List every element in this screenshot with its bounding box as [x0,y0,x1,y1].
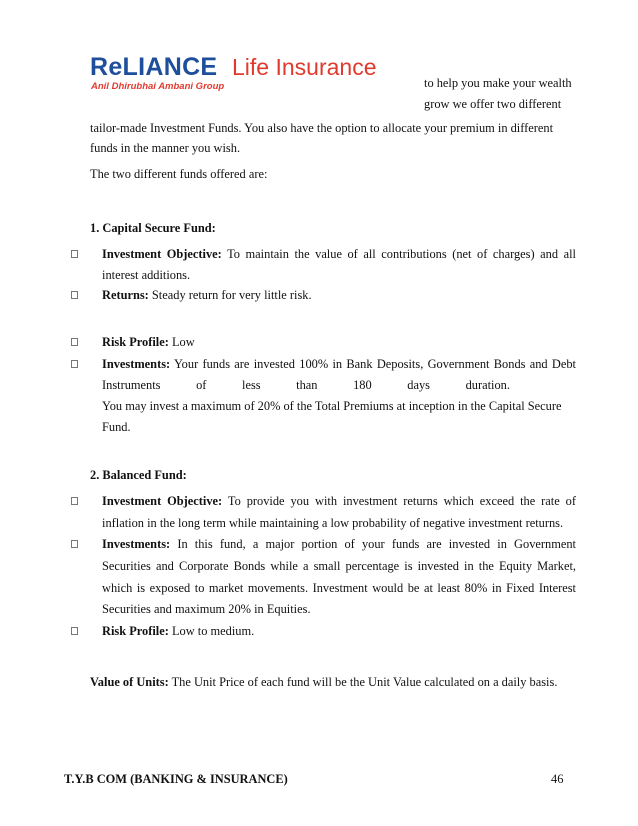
footer-course: T.Y.B COM (BANKING & INSURANCE) [64,772,288,786]
bullet-icon [71,338,78,346]
fund1-risk-profile: Risk Profile: Low [102,335,195,349]
intro-line-5: The two different funds offered are: [90,167,268,181]
fund1-returns: Returns: Steady return for very little risk. [102,288,312,302]
fund1-objective-line-2: interest additions. [102,268,191,282]
intro-line-3: tailor-made Investment Funds. You also have the option to allocate your premium in different [90,121,554,135]
page-number: 46 [551,772,564,786]
fund2-risk-profile: Risk Profile: Low to medium. [102,624,255,638]
bullet-icon [71,360,78,368]
intro-line-2: grow we offer two different [424,97,562,111]
bullet-icon [71,250,78,258]
fund1-investments-line-4: Fund. [102,420,131,434]
intro-line-1: to help you make your wealth [424,76,572,90]
bullet-icon [71,627,78,635]
reliance-logo-brand: ReLIANCE [90,53,218,81]
reliance-logo-product: Life Insurance [232,54,377,80]
bullet-icon [71,540,78,548]
fund2-investments-line-2: Securities and Corporate Bonds while a small percentage is invested in the Equity Market, [102,559,576,573]
fund2-investments-line-4: Securities and maximum 20% in Equities. [102,602,311,616]
fund2-objective-line-2: inflation in the long term while maintaining a low probability of negative investment returns. [102,516,564,530]
fund1-investments-line-3: You may invest a maximum of 20% of the Total Premiums at inception in the Capital Secure [102,399,562,413]
fund1-heading: 1. Capital Secure Fund: [90,221,216,235]
bullet-icon [71,497,78,505]
fund1-investments-line-2: Instruments of less than 180 days duration. [102,378,510,392]
fund1-objective-line-1: Investment Objective: To maintain the value of all contributions (net of charges) and all [102,247,576,261]
reliance-logo-tagline: Anil Dhirubhai Ambani Group [91,81,225,92]
fund1-investments-line-1: Investments: Your funds are invested 100% in Bank Deposits, Government Bonds and Debt [102,357,576,371]
value-of-units: Value of Units: The Unit Price of each fund will be the Unit Value calculated on a daily basis. [90,675,558,689]
fund2-investments-line-1: Investments: In this fund, a major portion of your funds are invested in Government [102,537,576,551]
intro-line-4: funds in the manner you wish. [90,141,241,155]
fund2-objective-line-1: Investment Objective: To provide you with investment returns which exceed the rate of [102,494,576,508]
fund2-heading: 2. Balanced Fund: [90,468,187,482]
fund2-investments-line-3: which is exposed to market movements. Investment would be at least 80% in Fixed Interest [102,581,576,595]
bullet-icon [71,291,78,299]
